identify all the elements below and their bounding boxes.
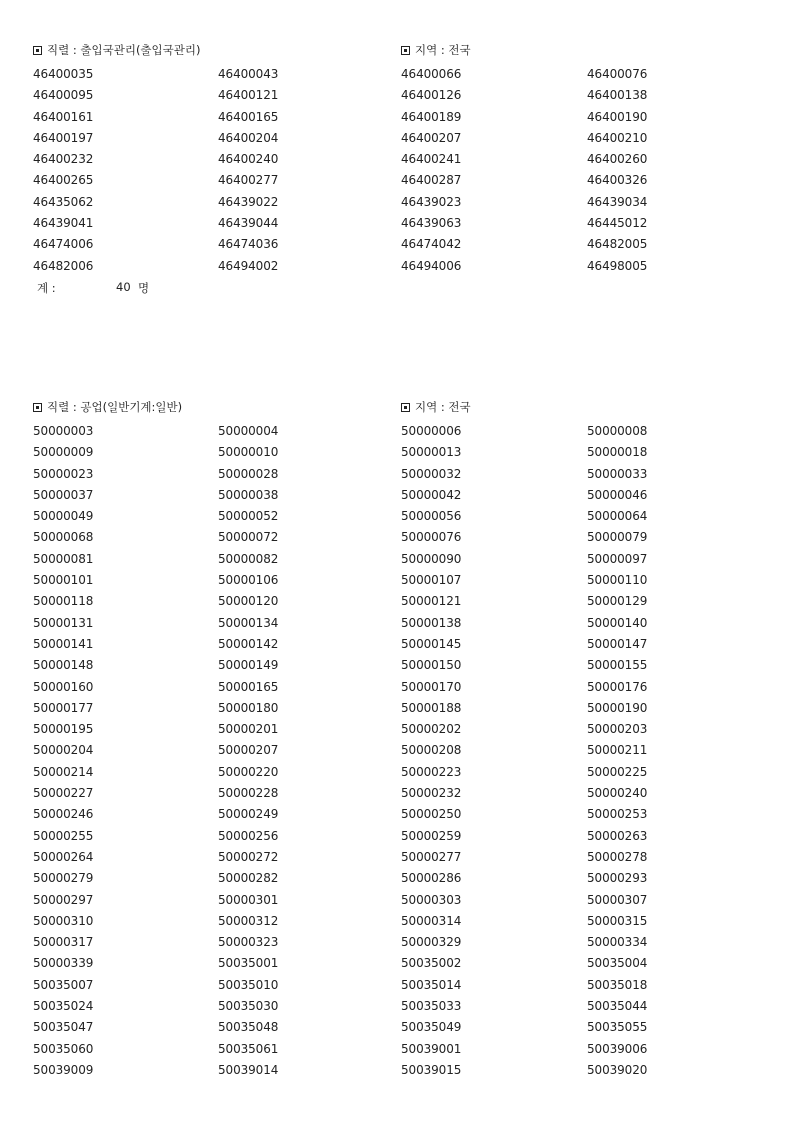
exam-number-cell: 50000317 <box>33 935 94 950</box>
exam-number-cell: 46494006 <box>401 258 462 273</box>
table-row <box>0 978 793 999</box>
square-bullet-icon <box>401 403 410 412</box>
exam-number-cell: 50000106 <box>218 573 279 588</box>
exam-number-cell: 46400265 <box>33 173 94 188</box>
exam-number-cell: 50000263 <box>587 828 648 843</box>
region-label: 지역 : 전국 <box>415 43 471 57</box>
exam-number-cell: 50000279 <box>33 871 94 886</box>
exam-number-cell: 50000042 <box>401 487 462 502</box>
exam-number-cell: 50000334 <box>587 935 648 950</box>
table-row <box>0 573 793 594</box>
exam-number-cell: 50000223 <box>401 764 462 779</box>
exam-number-cell: 50000056 <box>401 509 462 524</box>
table-row <box>0 999 793 1020</box>
exam-number-cell: 50000037 <box>33 487 94 502</box>
exam-number-cell: 50000121 <box>401 594 462 609</box>
exam-number-cell: 50000004 <box>218 424 279 438</box>
exam-number-cell: 50000049 <box>33 509 94 524</box>
exam-number-cell: 46474042 <box>401 237 462 252</box>
table-row <box>0 786 793 807</box>
table-row <box>0 594 793 615</box>
exam-number-cell: 50035060 <box>33 1041 94 1056</box>
exam-number-cell: 50035061 <box>218 1041 279 1056</box>
exam-number-cell: 50000008 <box>587 424 648 438</box>
section-header <box>0 399 793 419</box>
exam-number-cell: 46400190 <box>587 109 648 124</box>
exam-number-cell: 50000253 <box>587 807 648 822</box>
exam-number-cell: 50000277 <box>401 849 462 864</box>
exam-number-cell: 50000072 <box>218 530 279 545</box>
exam-number-cell: 46400277 <box>218 173 279 188</box>
exam-number-cell: 46400232 <box>33 152 94 167</box>
exam-number-cell: 46400326 <box>587 173 648 188</box>
exam-number-cell: 50039014 <box>218 1062 279 1077</box>
table-row <box>0 110 793 131</box>
exam-number-cell: 50035044 <box>587 999 648 1014</box>
table-row <box>0 701 793 722</box>
exam-number-cell: 50000038 <box>218 487 279 502</box>
exam-number-cell: 50039015 <box>401 1062 462 1077</box>
exam-number-cell: 50000003 <box>33 424 94 438</box>
table-row <box>0 131 793 152</box>
table-row <box>0 658 793 679</box>
exam-number-cell: 50039009 <box>33 1062 94 1077</box>
table-row <box>0 956 793 977</box>
exam-number-cell: 50000204 <box>33 743 94 758</box>
exam-number-cell: 50039006 <box>587 1041 648 1056</box>
table-row <box>0 509 793 530</box>
table-row <box>0 743 793 764</box>
exam-number-cell: 50000203 <box>587 722 648 737</box>
exam-number-cell: 50000081 <box>33 551 94 566</box>
exam-number-cell: 50000177 <box>33 700 94 715</box>
square-bullet-icon <box>33 46 42 55</box>
exam-number-cell: 50000033 <box>587 466 648 481</box>
exam-number-cell: 50000013 <box>401 445 462 460</box>
exam-number-cell: 50000176 <box>587 679 648 694</box>
table-row <box>0 552 793 573</box>
square-bullet-icon <box>401 46 410 55</box>
region-label: 지역 : 전국 <box>415 400 471 414</box>
total-count: 40 <box>116 279 131 294</box>
table-row <box>0 216 793 237</box>
table-row <box>0 722 793 743</box>
exam-number-cell: 46400126 <box>401 88 462 103</box>
exam-number-cell: 50035014 <box>401 977 462 992</box>
table-row <box>0 467 793 488</box>
exam-number-cell: 50000010 <box>218 445 279 460</box>
square-bullet-icon <box>33 403 42 412</box>
exam-number-cell: 50000118 <box>33 594 94 609</box>
table-row <box>0 88 793 109</box>
exam-number-cell: 46400076 <box>587 67 648 81</box>
exam-number-cell: 50035024 <box>33 999 94 1014</box>
exam-number-cell: 50000227 <box>33 786 94 801</box>
exam-number-cell: 50000028 <box>218 466 279 481</box>
exam-number-cell: 50000009 <box>33 445 94 460</box>
job-series-label: 직렬 : 출입국관리(출입국관리) <box>47 43 201 57</box>
exam-number-cell: 50000180 <box>218 700 279 715</box>
exam-number-cell: 50000211 <box>587 743 648 758</box>
exam-number-cell: 46400165 <box>218 109 279 124</box>
table-row <box>0 152 793 173</box>
exam-number-cell: 50000145 <box>401 636 462 651</box>
exam-number-cell: 50000307 <box>587 892 648 907</box>
exam-number-cell: 46435062 <box>33 194 94 209</box>
section-header <box>0 42 793 62</box>
exam-number-cell: 50035047 <box>33 1020 94 1035</box>
exam-number-cell: 46400043 <box>218 67 279 81</box>
exam-number-cell: 50000107 <box>401 573 462 588</box>
exam-number-cell: 46439044 <box>218 216 279 231</box>
exam-number-cell: 46400287 <box>401 173 462 188</box>
exam-number-cell: 50000149 <box>218 658 279 673</box>
exam-number-cell: 50000259 <box>401 828 462 843</box>
exam-number-cell: 50000190 <box>587 700 648 715</box>
exam-number-cell: 50000264 <box>33 849 94 864</box>
exam-number-cell: 50000201 <box>218 722 279 737</box>
exam-number-cell: 50000202 <box>401 722 462 737</box>
exam-number-cell: 50000228 <box>218 786 279 801</box>
exam-number-cell: 50000272 <box>218 849 279 864</box>
table-row <box>0 829 793 850</box>
exam-number-cell: 50000339 <box>33 956 94 971</box>
exam-number-cell: 46400095 <box>33 88 94 103</box>
table-row <box>0 67 793 88</box>
exam-number-cell: 50000046 <box>587 487 648 502</box>
job-series-heading <box>33 42 200 58</box>
exam-number-cell: 46400241 <box>401 152 462 167</box>
exam-number-cell: 50000207 <box>218 743 279 758</box>
exam-number-cell: 46400066 <box>401 67 462 81</box>
exam-number-cell: 46494002 <box>218 258 279 273</box>
exam-number-cell: 50000141 <box>33 636 94 651</box>
table-row <box>0 173 793 194</box>
exam-number-cell: 50000023 <box>33 466 94 481</box>
exam-number-cell: 50035030 <box>218 999 279 1014</box>
exam-number-cell: 50000160 <box>33 679 94 694</box>
exam-number-cell: 50000165 <box>218 679 279 694</box>
exam-number-cell: 50000220 <box>218 764 279 779</box>
region-heading <box>401 399 471 415</box>
exam-number-cell: 50000286 <box>401 871 462 886</box>
exam-number-cell: 50000246 <box>33 807 94 822</box>
exam-number-cell: 46482006 <box>33 258 94 273</box>
exam-number-cell: 46400121 <box>218 88 279 103</box>
exam-number-cell: 50000195 <box>33 722 94 737</box>
exam-number-cell: 50000147 <box>587 636 648 651</box>
exam-number-cell: 46400210 <box>587 130 648 145</box>
exam-number-cell: 50000314 <box>401 913 462 928</box>
exam-number-cell: 46400035 <box>33 67 94 81</box>
exam-number-cell: 46439023 <box>401 194 462 209</box>
exam-number-cell: 50000129 <box>587 594 648 609</box>
exam-number-cell: 50000018 <box>587 445 648 460</box>
exam-number-cell: 50000240 <box>587 786 648 801</box>
exam-number-cell: 46400240 <box>218 152 279 167</box>
exam-number-cell: 50000301 <box>218 892 279 907</box>
exam-number-cell: 50000214 <box>33 764 94 779</box>
exam-number-cell: 50000293 <box>587 871 648 886</box>
exam-number-cell: 50000249 <box>218 807 279 822</box>
exam-number-cell: 50000303 <box>401 892 462 907</box>
exam-number-cell: 50000315 <box>587 913 648 928</box>
exam-number-cell: 50035055 <box>587 1020 648 1035</box>
job-series-label: 직렬 : 공업(일반기계:일반) <box>47 400 183 414</box>
exam-number-cell: 50000006 <box>401 424 462 438</box>
table-row <box>0 1042 793 1063</box>
exam-number-cell: 50000134 <box>218 615 279 630</box>
table-row <box>0 616 793 637</box>
section-general-machinery <box>0 399 793 1084</box>
section-immigration <box>0 42 793 300</box>
table-row <box>0 445 793 466</box>
exam-number-cell: 50035007 <box>33 977 94 992</box>
total-line <box>0 280 793 300</box>
exam-number-cell: 46474036 <box>218 237 279 252</box>
exam-number-cell: 50000323 <box>218 935 279 950</box>
table-row <box>0 914 793 935</box>
exam-number-cell: 50000138 <box>401 615 462 630</box>
job-series-heading <box>33 399 182 415</box>
exam-number-cell: 46400207 <box>401 130 462 145</box>
table-row <box>0 807 793 828</box>
exam-number-cell: 50035002 <box>401 956 462 971</box>
exam-number-cell: 50000079 <box>587 530 648 545</box>
exam-number-cell: 50000120 <box>218 594 279 609</box>
exam-number-cell: 50000155 <box>587 658 648 673</box>
exam-number-cell: 50000297 <box>33 892 94 907</box>
exam-number-cell: 50000131 <box>33 615 94 630</box>
exam-number-cell: 46498005 <box>587 258 648 273</box>
table-row <box>0 488 793 509</box>
exam-number-cell: 50000255 <box>33 828 94 843</box>
exam-number-cell: 50000310 <box>33 913 94 928</box>
exam-number-cell: 46445012 <box>587 216 648 231</box>
exam-number-cell: 46400138 <box>587 88 648 103</box>
table-row <box>0 259 793 280</box>
exam-number-cell: 50000282 <box>218 871 279 886</box>
exam-number-cell: 50035049 <box>401 1020 462 1035</box>
exam-number-cell: 50035033 <box>401 999 462 1014</box>
table-row <box>0 424 793 445</box>
exam-number-cell: 50039020 <box>587 1062 648 1077</box>
exam-number-cell: 46400260 <box>587 152 648 167</box>
table-row <box>0 680 793 701</box>
exam-number-cell: 46400161 <box>33 109 94 124</box>
exam-number-cell: 46439022 <box>218 194 279 209</box>
exam-number-cell: 46400189 <box>401 109 462 124</box>
exam-number-cell: 50000150 <box>401 658 462 673</box>
exam-number-cell: 46482005 <box>587 237 648 252</box>
exam-number-cell: 50000250 <box>401 807 462 822</box>
exam-number-cell: 46400204 <box>218 130 279 145</box>
exam-number-cell: 46439034 <box>587 194 648 209</box>
exam-number-cell: 50000188 <box>401 700 462 715</box>
exam-number-cell: 50000208 <box>401 743 462 758</box>
exam-number-cell: 50000312 <box>218 913 279 928</box>
table-row <box>0 871 793 892</box>
exam-number-cell: 50000097 <box>587 551 648 566</box>
exam-number-cell: 46439041 <box>33 216 94 231</box>
exam-number-cell: 50000052 <box>218 509 279 524</box>
exam-number-cell: 50000076 <box>401 530 462 545</box>
table-row <box>0 935 793 956</box>
exam-number-cell: 50000032 <box>401 466 462 481</box>
exam-number-cell: 50000148 <box>33 658 94 673</box>
exam-number-cell: 50000225 <box>587 764 648 779</box>
table-row <box>0 765 793 786</box>
table-row <box>0 1063 793 1084</box>
table-row <box>0 195 793 216</box>
exam-number-cell: 50000142 <box>218 636 279 651</box>
exam-number-cell: 46474006 <box>33 237 94 252</box>
table-row <box>0 237 793 258</box>
table-row <box>0 850 793 871</box>
exam-number-cell: 50000110 <box>587 573 648 588</box>
table-row <box>0 1020 793 1041</box>
exam-number-cell: 46439063 <box>401 216 462 231</box>
exam-number-cell: 50035001 <box>218 956 279 971</box>
exam-number-cell: 50000068 <box>33 530 94 545</box>
exam-number-table <box>0 424 793 1084</box>
exam-number-cell: 50035048 <box>218 1020 279 1035</box>
exam-number-cell: 50000090 <box>401 551 462 566</box>
exam-number-cell: 50000101 <box>33 573 94 588</box>
region-heading <box>401 42 471 58</box>
exam-number-cell: 50035004 <box>587 956 648 971</box>
exam-number-cell: 50035018 <box>587 977 648 992</box>
exam-number-cell: 50000170 <box>401 679 462 694</box>
table-row <box>0 893 793 914</box>
exam-number-cell: 46400197 <box>33 130 94 145</box>
exam-number-cell: 50035010 <box>218 977 279 992</box>
table-row <box>0 637 793 658</box>
exam-number-table <box>0 67 793 280</box>
exam-number-cell: 50000329 <box>401 935 462 950</box>
table-row <box>0 530 793 551</box>
exam-number-cell: 50000082 <box>218 551 279 566</box>
total-label: 계 : <box>37 280 56 295</box>
exam-number-cell: 50000140 <box>587 615 648 630</box>
exam-number-cell: 50000278 <box>587 849 648 864</box>
total-unit: 명 <box>138 280 150 295</box>
exam-number-cell: 50000232 <box>401 786 462 801</box>
exam-number-cell: 50000256 <box>218 828 279 843</box>
exam-number-cell: 50039001 <box>401 1041 462 1056</box>
exam-number-cell: 50000064 <box>587 509 648 524</box>
